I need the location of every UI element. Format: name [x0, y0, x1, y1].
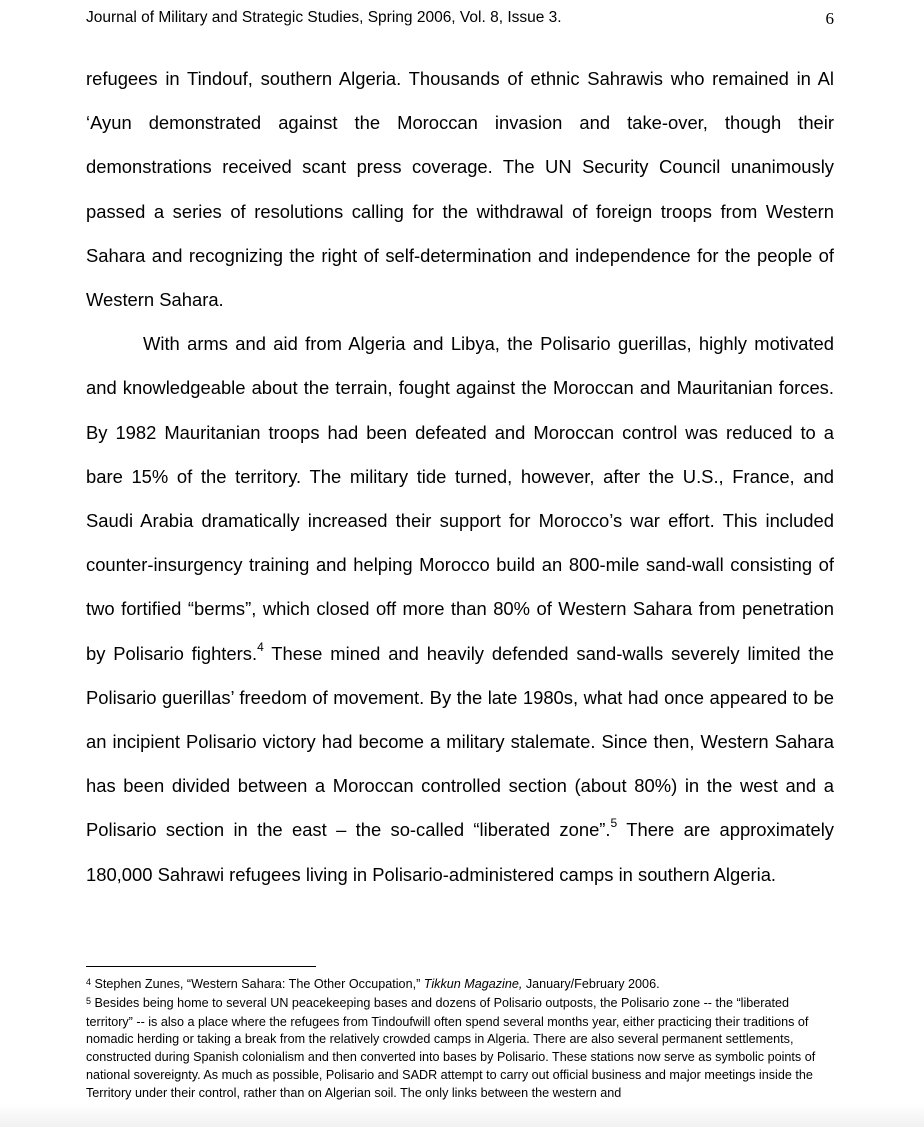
body-text — [86, 57, 834, 897]
footnote-number: 5 — [86, 995, 92, 1006]
footnote-4 — [86, 976, 830, 995]
footnotes — [86, 976, 830, 1103]
paragraph — [86, 322, 834, 897]
page-bottom-edge — [0, 1104, 924, 1127]
footnote-text: Besides being home to several UN peacekeeping bases and dozens of Polisario outposts, the Polisario zone -- the “liberated territory” -- is also a place where the refugees from Tindoufwill often spend several months year, either practicing their traditions of nomadic herding or taking a break from the relatively crowded camps in Algeria. There are also several permanent settlements, constructed during Spanish colonialism and then converted into bases by Polisario. These stations now serve as symbolic points of national sovereignty. As much as possible, Polisario and SADR attempt to carry out official business and major meetings inside the Territory under their control, rather than on Algerian soil. The only links between the western and — [86, 995, 816, 1100]
footnote-5 — [86, 995, 830, 1103]
page-header — [86, 9, 836, 33]
footnote-number: 4 — [86, 977, 92, 987]
footnote-ref-5[interactable]: 5 — [610, 816, 618, 831]
footnote-ref-4[interactable]: 4 — [257, 639, 264, 654]
footnote-text: January/February 2006. — [522, 977, 660, 991]
paragraph-text: With arms and aid from Algeria and Libya, the Polisario guerillas, highly motivated and knowledgeable about the terrain, fought against the Moroccan and Mauritanian forces. By 1982 Mauritanian troops had been defeated and Moroccan control was reduced to a bare 15% of the territory. The military tide turned, however, after the U.S., France, and Saudi Arabia dramatically increased their support for Morocco’s war effort. This included counter-insurgency training and helping Morocco build an 800-mile sand-wall consisting of two fortified “berms”, which closed off more than 80% of Western Sahara from penetration by Polisario fighters. — [86, 333, 834, 664]
paragraph-text: These mined and heavily defended sand-walls severely limited the Polisario guerillas’ freedom of movement. By the late 1980s, what had once appeared to be an incipient Polisario victory had become a military stalemate. Since then, Western Sahara has been divided between a Moroccan controlled section (about 80%) in the west and a Polisario section in the east – the so-called “liberated zone”. — [86, 642, 834, 841]
paragraph-text: There are approximately 180,000 Sahrawi refugees living in Polisario-administered camps in southern Algeria. — [86, 819, 834, 885]
paragraph: refugees in Tindouf, southern Algeria. Thousands of ethnic Sahrawis who remained in Al ‘Ayun demonstrated against the Moroccan invasion and take-over, though their demonstrations received scant press coverage. The UN Security Council unanimously passed a series of resolutions calling for the withdrawal of foreign troops from Western Sahara and recognizing the right of self-determination and independence for the people of Western Sahara. — [86, 68, 834, 311]
footnote-text: Stephen Zunes, “Western Sahara: The Other Occupation,” — [91, 977, 424, 991]
page-number: 6 — [825, 9, 834, 28]
journal-title: Journal of Military and Strategic Studies, Spring 2006, Vol. 8, Issue 3. — [86, 9, 562, 26]
footnote-italic: Tikkun Magazine, — [423, 977, 523, 991]
footnote-divider — [86, 966, 316, 967]
